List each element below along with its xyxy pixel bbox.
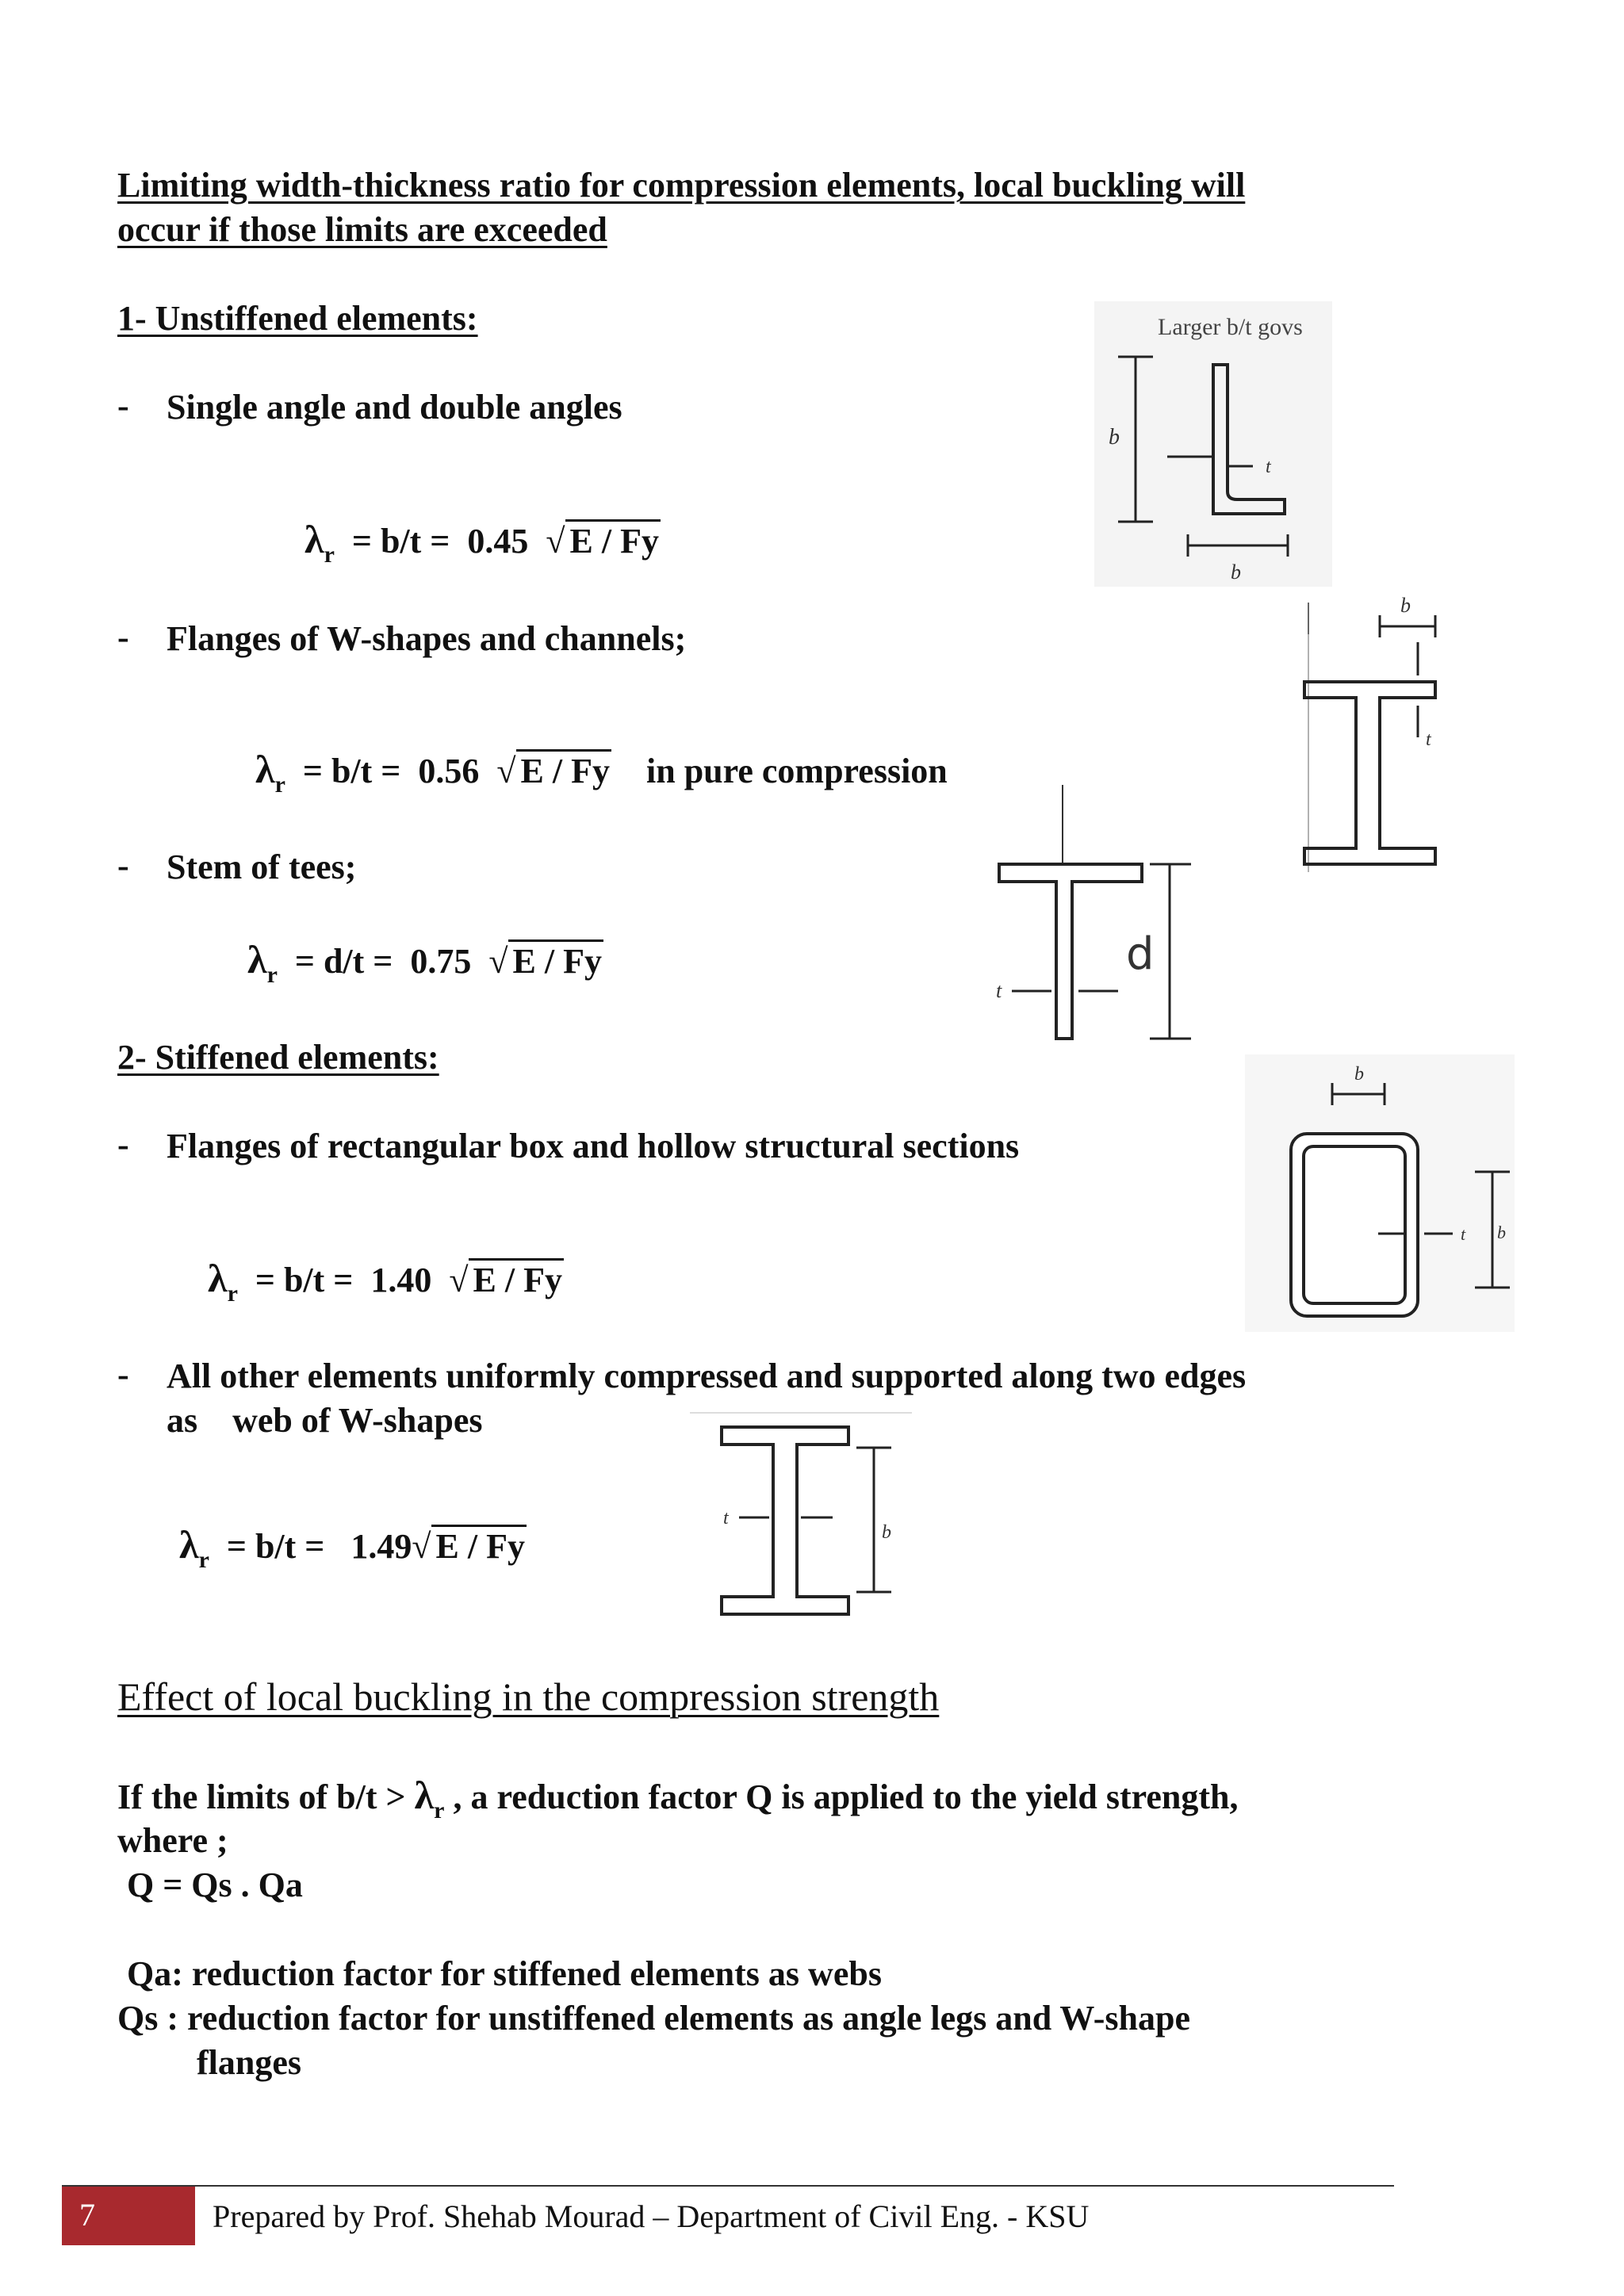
formula-radicand: E / Fy bbox=[516, 749, 611, 791]
formula-tees bbox=[230, 896, 603, 988]
bullet-dash: - bbox=[117, 1125, 129, 1164]
angle-caption: Larger b/t govs bbox=[1158, 314, 1303, 340]
box-section-figure bbox=[1245, 1054, 1515, 1332]
formula-coef: 1.49 bbox=[350, 1527, 412, 1566]
lambda-symbol: λ bbox=[414, 1773, 435, 1817]
lambda-symbol: λ bbox=[247, 937, 267, 982]
formula-lhs: = b/t = bbox=[302, 752, 401, 790]
svg-text:b: b bbox=[1497, 1223, 1506, 1242]
formula-radicand: E / Fy bbox=[469, 1258, 564, 1300]
item-web-label: All other elements uniformly compressed and supported along two edges bbox=[167, 1357, 1247, 1395]
lambda-symbol: λ bbox=[255, 747, 275, 791]
item-angles-label: Single angle and double angles bbox=[167, 388, 622, 427]
svg-text:t: t bbox=[1266, 457, 1271, 477]
svg-text:b: b bbox=[882, 1522, 891, 1543]
formula-coef: 0.56 bbox=[418, 752, 480, 790]
qs-definition-line2: flanges bbox=[197, 2043, 301, 2082]
tee-section-figure bbox=[983, 785, 1221, 1054]
formula-radicand: E / Fy bbox=[431, 1525, 527, 1567]
page-heading-line1: Limiting width-thickness ratio for compression elements, local buckling will bbox=[117, 166, 1246, 205]
svg-text:t: t bbox=[1426, 729, 1431, 750]
item-box-label: Flanges of rectangular box and hollow structural sections bbox=[167, 1127, 1020, 1165]
effect-paragraph-line1: If the limits of $b/t > \lambda_r$ , a reduction factor Q is applied to the yield strength, bbox=[117, 1773, 1239, 1823]
formula-radicand: E / Fy bbox=[508, 939, 603, 982]
formula-angles bbox=[287, 476, 661, 568]
page-number: 7 bbox=[79, 2197, 95, 2233]
item-tees-label: Stem of tees; bbox=[167, 848, 357, 886]
wshape-flange-figure bbox=[1261, 587, 1499, 888]
svg-text:b: b bbox=[1109, 425, 1120, 450]
formula-lhs: = b/t = bbox=[351, 522, 450, 561]
formula-coef: 0.75 bbox=[410, 942, 472, 981]
qa-definition: Qa: reduction factor for stiffened elements as webs bbox=[127, 1954, 882, 1993]
formula-box bbox=[190, 1215, 564, 1307]
sqrt-symbol: √ bbox=[449, 1261, 469, 1299]
svg-text:t: t bbox=[723, 1508, 729, 1529]
sqrt-symbol: √ bbox=[546, 522, 565, 561]
lambda-subscript: r bbox=[324, 541, 335, 568]
lambda-subscript: r bbox=[227, 1280, 238, 1307]
lambda-symbol: λ bbox=[208, 1256, 228, 1300]
wshape-web-figure bbox=[690, 1411, 920, 1633]
section2-title: 2- Stiffened elements: bbox=[117, 1038, 439, 1077]
formula-lhs: = b/t = bbox=[255, 1261, 354, 1299]
svg-text:b: b bbox=[1354, 1064, 1364, 1085]
qs-definition: Qs : reduction factor for unstiffened elements as angle legs and W-shape bbox=[117, 1999, 1190, 2038]
effect-title: Effect of local buckling in the compression strength bbox=[117, 1674, 940, 1719]
bullet-dash: - bbox=[117, 618, 129, 656]
bullet-dash: - bbox=[117, 386, 129, 425]
lambda-subscript: r bbox=[266, 962, 278, 988]
bullet-dash: - bbox=[117, 846, 129, 885]
lambda-subscript: r bbox=[274, 771, 285, 798]
section1-title: 1- Unstiffened elements: bbox=[117, 299, 478, 338]
svg-text:d: d bbox=[1126, 928, 1155, 980]
bullet-dash: - bbox=[117, 1355, 129, 1394]
lambda-symbol: λ bbox=[179, 1522, 199, 1567]
sqrt-symbol: √ bbox=[488, 942, 508, 981]
lambda-subscript: r bbox=[198, 1547, 209, 1573]
svg-text:b: b bbox=[1400, 594, 1411, 617]
sqrt-symbol: √ bbox=[412, 1527, 431, 1566]
svg-text:b: b bbox=[1231, 561, 1241, 584]
item-wflanges-label: Flanges of W-shapes and channels; bbox=[167, 619, 687, 658]
formula-wflanges bbox=[238, 706, 948, 798]
page-heading-line2: occur if those limits are exceeded bbox=[117, 210, 607, 249]
angle-section-figure bbox=[1094, 301, 1332, 587]
formula-coef: 1.40 bbox=[370, 1261, 432, 1299]
svg-text:t: t bbox=[996, 979, 1002, 1002]
formula-lhs: = d/t = bbox=[294, 942, 393, 981]
formula-lhs: = b/t = bbox=[226, 1527, 325, 1566]
formula-web bbox=[162, 1481, 527, 1573]
formula-radicand: E / Fy bbox=[565, 519, 661, 561]
svg-text:t: t bbox=[1461, 1224, 1466, 1244]
sqrt-symbol: √ bbox=[496, 752, 516, 790]
lambda-subscript: r bbox=[434, 1797, 445, 1823]
formula-suffix: in pure compression bbox=[646, 752, 948, 790]
lambda-symbol: λ bbox=[304, 517, 324, 561]
footer-credit: Prepared by Prof. Shehab Mourad – Department of Civil Eng. - KSU bbox=[213, 2198, 1090, 2234]
q-equation: Q = Qs . Qa bbox=[127, 1866, 303, 1904]
formula-coef: 0.45 bbox=[467, 522, 529, 561]
item-web-label-line2: as web of W-shapes bbox=[167, 1401, 483, 1440]
footer-divider bbox=[62, 2185, 1394, 2187]
effect-paragraph-line2: where ; bbox=[117, 1821, 228, 1860]
